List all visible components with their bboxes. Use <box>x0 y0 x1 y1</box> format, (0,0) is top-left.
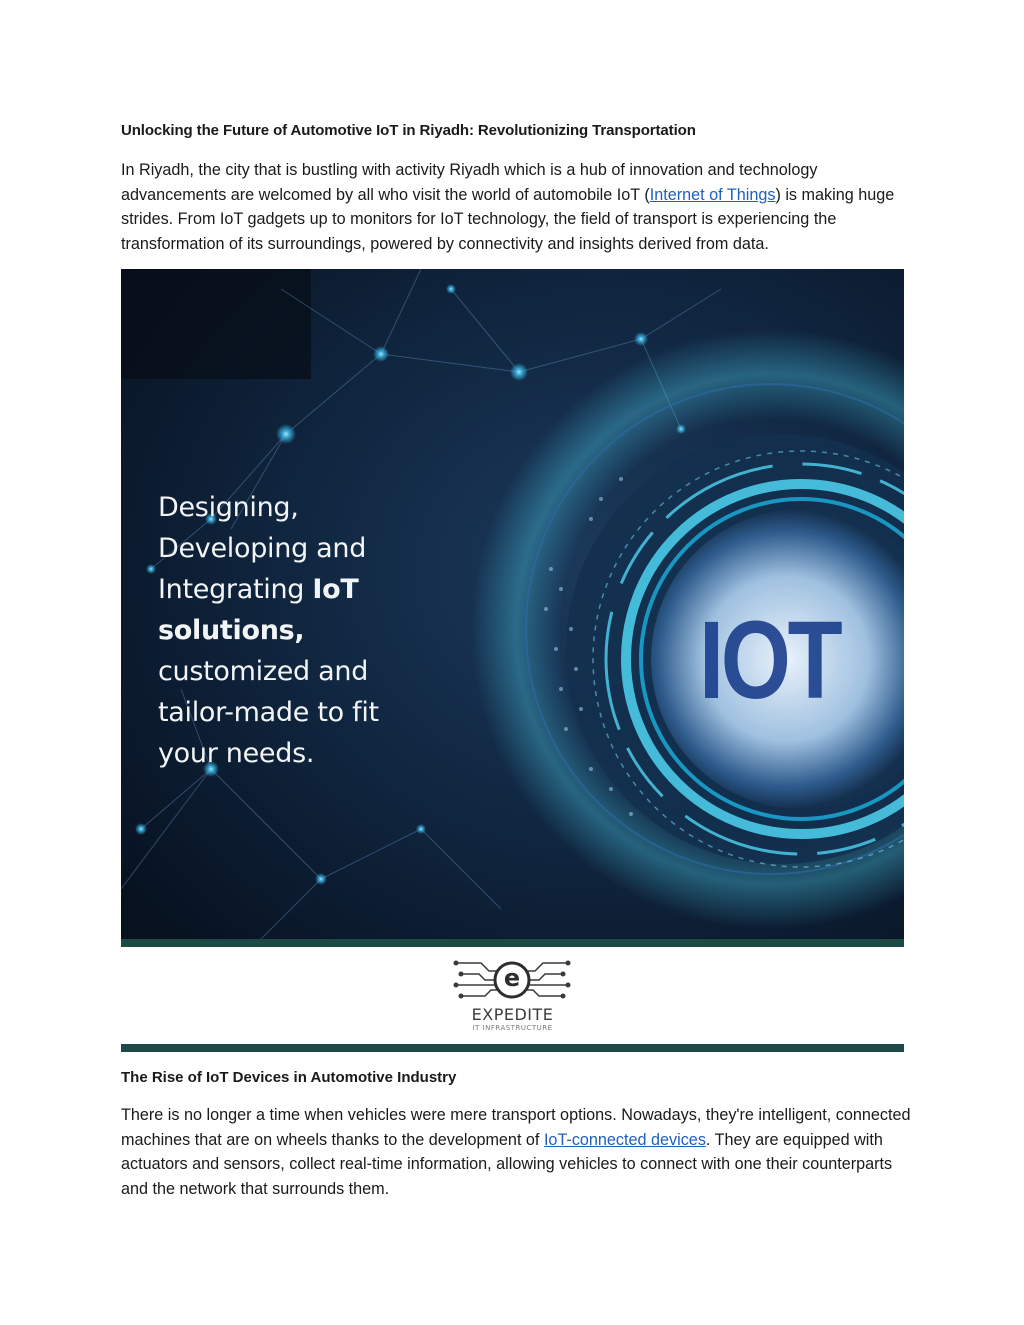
banner-line-3-bold: IoT <box>312 574 359 605</box>
section-text-start: There is no longer a time when vehicles were mere transport options. Nowadays, they're intelligent, connected machines that are on wheels thanks to the development of <box>121 1106 911 1149</box>
expedite-logo-letter: e <box>503 964 521 992</box>
expedite-logo-tagline: IT INFRASTRUCTURE <box>472 1024 553 1032</box>
section-paragraph <box>121 1103 911 1201</box>
banner-line-5: customized and <box>158 656 369 687</box>
banner-line-4 <box>158 610 488 651</box>
intro-text-start: In Riyadh, the city that is bustling with activity Riyadh which is a hub of innovation and technology advancements are welcomed by all who visit the world of automobile IoT ( <box>121 161 818 204</box>
banner-line-6: tailor-made to fit <box>158 697 379 728</box>
intro-paragraph <box>121 158 911 256</box>
internet-of-things-link[interactable]: Internet of Things <box>649 185 776 204</box>
globe-iot-lettering: IOT <box>699 599 840 722</box>
banner-line-2: Developing and <box>158 533 367 564</box>
banner-line-3-regular: Integrating <box>158 574 313 605</box>
iot-connected-devices-link[interactable]: IoT-connected devices <box>543 1130 706 1149</box>
intro-text-end: ) is making huge strides. From IoT gadgets up to monitors for IoT technology, the field of transport is experiencing the transformation of its surroundings, powered by connectivity and insights derived from data. <box>121 185 895 253</box>
expedite-logo-name: EXPEDITE <box>471 1005 554 1024</box>
banner-line-4-bold: solutions, <box>158 615 305 646</box>
section-text-end: . They are equipped with actuators and sensors, collect real-time information, allowing vehicles to connect with one their counterparts and the network that surrounds them. <box>121 1130 893 1198</box>
banner-line-1: Designing, <box>158 492 299 523</box>
banner-line-3 <box>158 569 488 610</box>
banner-line-7: your needs. <box>158 738 315 769</box>
article-title: Unlocking the Future of Automotive IoT in Riyadh: Revolutionizing Transportation <box>121 122 696 139</box>
section-heading: The Rise of IoT Devices in Automotive Industry <box>121 1069 457 1086</box>
banner-headline <box>158 487 488 774</box>
iot-banner-image <box>121 269 904 1052</box>
